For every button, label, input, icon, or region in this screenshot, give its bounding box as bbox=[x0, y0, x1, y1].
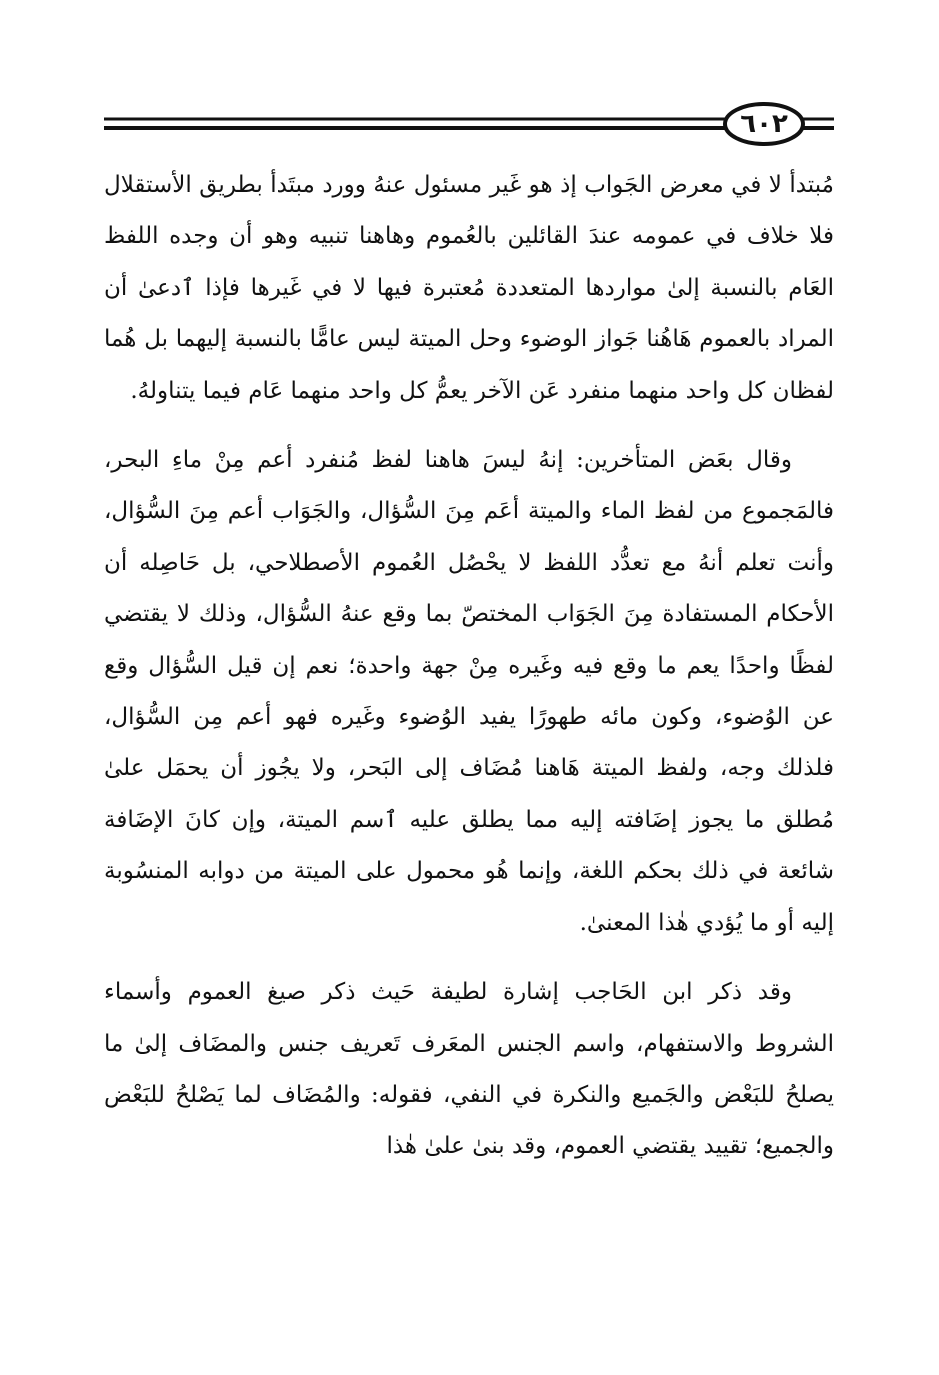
page-number: ٦٠٢ bbox=[740, 109, 788, 139]
paragraph-1: مُبتدأ لا في معرض الجَواب إذ هو غَير مسئول عنهُ وورد مبتَدأ بطريق الأستقلال فلا خلاف في عمومه عندَ القائلين بالعُموم وهاهنا تنبيه وهو أن وجده اللفظ العَام بالنسبة إلىٰ مواردها المتعددة مُعتبرة فيها لا في غَيرها فإذا ٱدعىٰ أن المراد بالعموم هَاهُنا جَواز الوضوء وحل الميتة ليس عامًّا بالنسبة إليهما بل هُما لفظان كل واحد منهما منفرد عَن الآخر يعمُّ كل واحد منهما عَام فيما يتناولهُ. bbox=[104, 172, 834, 404]
page-header bbox=[0, 0, 939, 160]
main-text bbox=[104, 160, 834, 1173]
paragraph-3: وقد ذكر ابن الحَاجب إشارة لطيفة حَيث ذكر صيغ العموم وأسماء الشروط والاستفهام، واسم الجنس المعَرف تَعريف جنس والمضَاف إلىٰ ما يصلحُ للبَعْض والجَميع والنكرة في النفي، فقوله: والمُضَاف لما يَصْلحُ للبَعْض والجميع؛ تقييد يقتضي العموم، وقد بنىٰ علىٰ هٰذا bbox=[104, 979, 834, 1160]
paragraph-2: وقال بعَض المتأخرين: إنهُ ليسَ هاهنا لفظ مُنفرد أعم مِنْ ماءِ البحر، فالمَجموع من لفظ الماء والميتة أعَم مِنَ السُّؤال، والجَوَاب أعم مِنَ السُّؤال، وأنت تعلم أنهُ مع تعدُّد اللفظ لا يحْصُل العُموم الأصطلاحي، بل حَاصِله أن الأحكام المستفادة مِنَ الجَوَاب المختصّ بما وقع عنهُ السُّؤال، وذلك لا يقتضي لفظًا واحدًا يعم ما وقع فيه وغَيره مِنْ جهة واحدة؛ نعم إن قيل السُّؤال وقع عن الوُضوء، وكون مائه طهورًا يفيد الوُضوء وغَيره فهو أعم مِن السُّؤال، فلذلك وجه، ولفظ الميتة هَاهنا مُضَاف إلى البَحر، ولا يجُوز أن يحمَل علىٰ مُطلق ما يجوز إضَافته إليه مما يطلق عليه ٱسم الميتة، وإن كانَ الإضَافة شائعة في ذلك بحكم اللغة، وإنما هُو محمول على الميتة من دوابه المنسُوبة إليه أو ما يُؤدي هٰذا المعنىٰ. bbox=[104, 447, 834, 936]
